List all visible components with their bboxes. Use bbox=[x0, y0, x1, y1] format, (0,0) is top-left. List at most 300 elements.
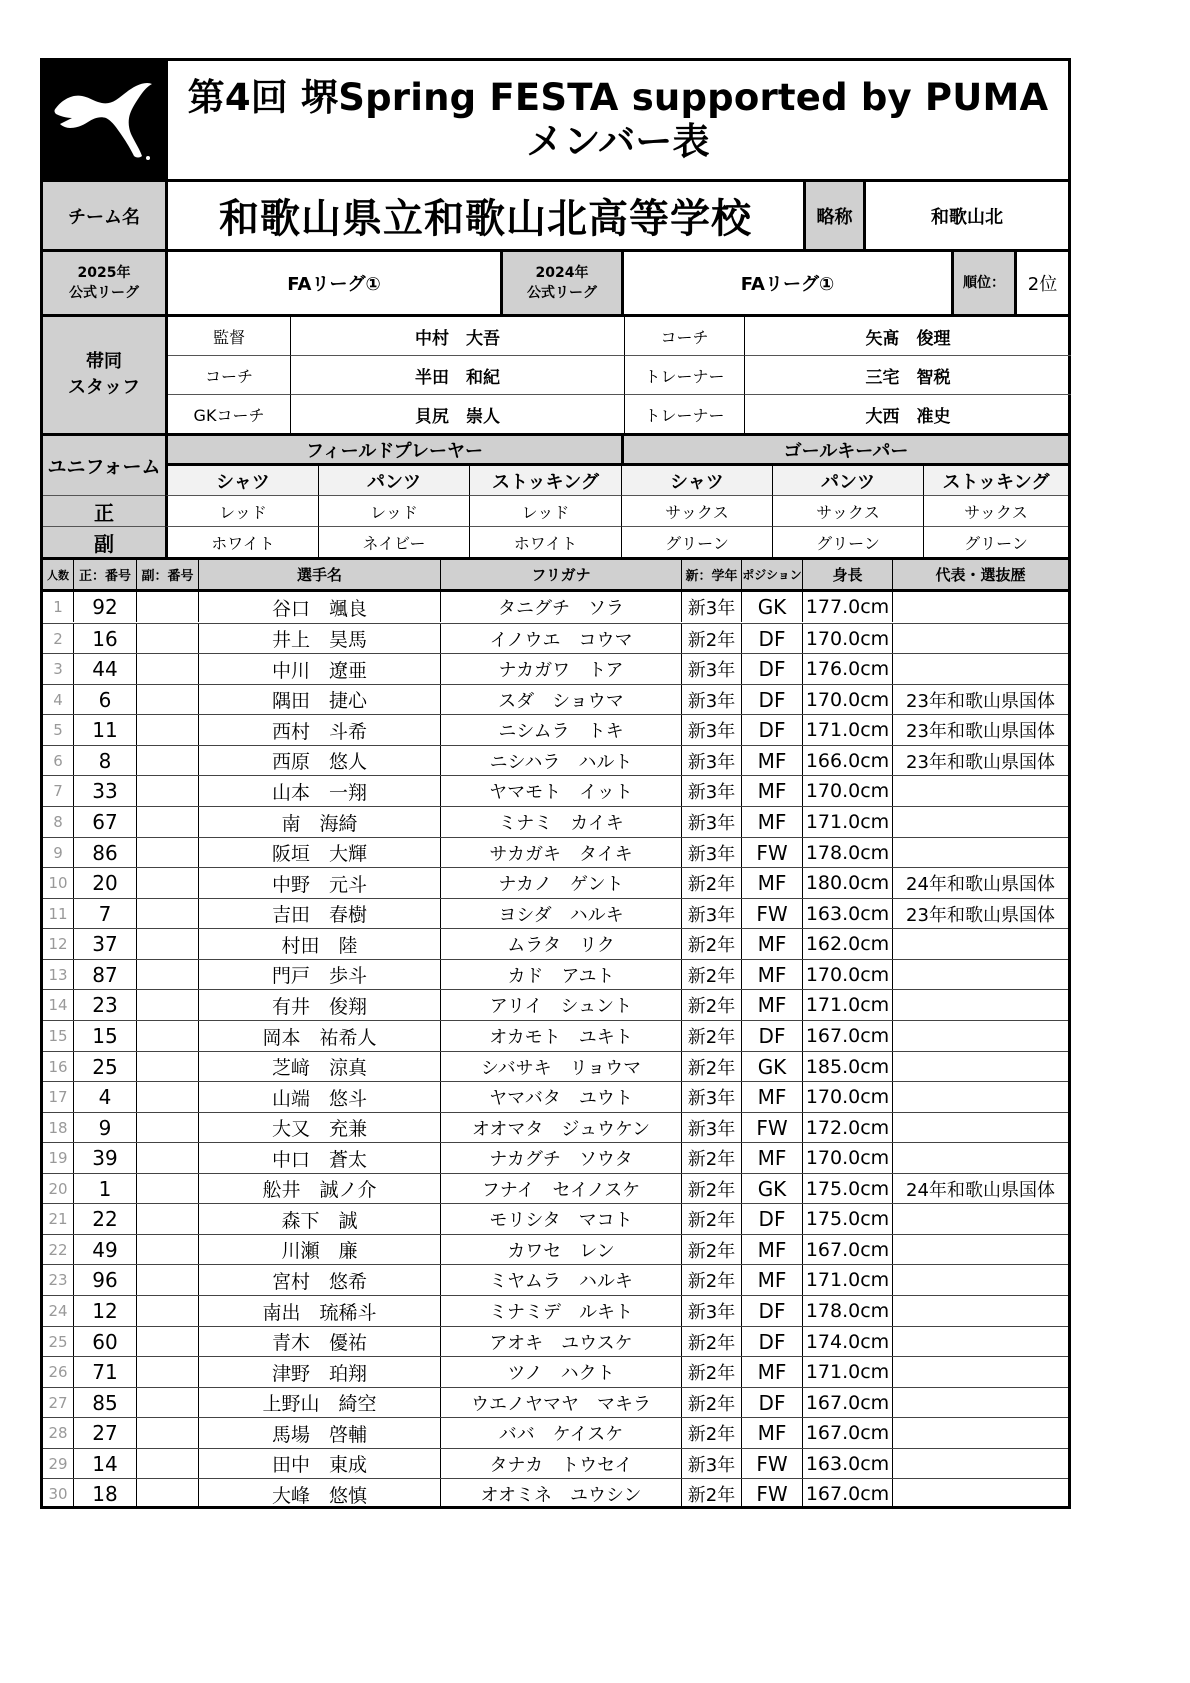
abbr-label: 略称 bbox=[803, 179, 863, 249]
player-kana: オカモト ユキト bbox=[440, 1021, 681, 1051]
player-grade: 新2年 bbox=[681, 929, 741, 959]
league-2025-label bbox=[43, 249, 165, 314]
uniform-col-header: パンツ bbox=[772, 463, 923, 495]
player-grade: 新3年 bbox=[681, 899, 741, 928]
table-row bbox=[43, 1295, 1068, 1326]
uniform-primary-value: サックス bbox=[923, 495, 1068, 526]
player-kana: ミナミ カイキ bbox=[440, 807, 681, 837]
primary-number: 23 bbox=[73, 990, 136, 1020]
primary-number: 67 bbox=[73, 807, 136, 837]
player-position: FW bbox=[741, 1479, 802, 1509]
player-grade: 新2年 bbox=[681, 1265, 741, 1295]
row-index: 7 bbox=[53, 782, 63, 800]
player-representative bbox=[892, 1113, 1068, 1142]
player-kana: ヤマモト イット bbox=[440, 776, 681, 806]
player-height: 170.0cm bbox=[802, 776, 892, 806]
player-height: 167.0cm bbox=[802, 1235, 892, 1264]
primary-number: 71 bbox=[73, 1357, 136, 1387]
player-height: 170.0cm bbox=[802, 1082, 892, 1112]
primary-number: 11 bbox=[73, 715, 136, 745]
player-height: 185.0cm bbox=[802, 1052, 892, 1081]
player-position: GK bbox=[741, 592, 802, 622]
player-position: DF bbox=[741, 1388, 802, 1417]
table-row bbox=[43, 623, 1068, 653]
primary-number: 44 bbox=[73, 654, 136, 684]
primary-number: 87 bbox=[73, 960, 136, 989]
table-row bbox=[43, 775, 1068, 806]
player-representative bbox=[892, 1479, 1068, 1509]
rank-label: 順位： bbox=[951, 249, 1014, 314]
primary-number: 27 bbox=[73, 1418, 136, 1448]
player-name: 森下 誠 bbox=[198, 1204, 440, 1234]
secondary-number bbox=[136, 807, 198, 837]
secondary-number bbox=[136, 1082, 198, 1112]
staff-name: 貝尻 崇人 bbox=[290, 394, 624, 433]
table-row bbox=[43, 592, 1068, 623]
secondary-number bbox=[136, 654, 198, 684]
player-position: FW bbox=[741, 838, 802, 867]
table-row bbox=[43, 1112, 1068, 1142]
player-representative bbox=[892, 1082, 1068, 1112]
player-height: 175.0cm bbox=[802, 1204, 892, 1234]
row-index: 18 bbox=[48, 1118, 68, 1137]
row-index: 10 bbox=[48, 874, 68, 892]
staff-name: 大西 准史 bbox=[744, 394, 1071, 433]
player-name: 津野 珀翔 bbox=[198, 1357, 440, 1387]
col-header-name: 選手名 bbox=[198, 560, 440, 589]
player-representative bbox=[892, 776, 1068, 806]
row-index: 2 bbox=[53, 629, 63, 648]
team-name-label: チーム名 bbox=[43, 179, 165, 249]
player-height: 171.0cm bbox=[802, 807, 892, 837]
member-sheet bbox=[40, 58, 1071, 1509]
player-kana: ニシハラ ハルト bbox=[440, 746, 681, 775]
table-row bbox=[43, 714, 1068, 745]
secondary-number bbox=[136, 1113, 198, 1142]
row-index: 5 bbox=[53, 721, 63, 739]
player-height: 163.0cm bbox=[802, 899, 892, 928]
uniform-secondary-value: グリーン bbox=[772, 526, 923, 557]
player-representative bbox=[892, 1021, 1068, 1051]
player-position: MF bbox=[741, 776, 802, 806]
uniform-secondary-label: 副 bbox=[43, 526, 165, 557]
primary-number: 12 bbox=[73, 1296, 136, 1326]
player-representative bbox=[892, 1327, 1068, 1356]
secondary-number bbox=[136, 1143, 198, 1173]
staff-grid bbox=[165, 314, 1068, 433]
player-grade: 新3年 bbox=[681, 685, 741, 714]
player-height: 176.0cm bbox=[802, 654, 892, 684]
secondary-number bbox=[136, 1265, 198, 1295]
player-kana: アリイ シュント bbox=[440, 990, 681, 1020]
player-position: MF bbox=[741, 929, 802, 959]
primary-number: 6 bbox=[73, 685, 136, 714]
col-header-representative: 代表・選抜歴 bbox=[892, 560, 1068, 589]
secondary-number bbox=[136, 838, 198, 867]
player-name: 南出 琉稀斗 bbox=[198, 1296, 440, 1326]
player-position: FW bbox=[741, 1113, 802, 1142]
player-name: 西村 斗希 bbox=[198, 715, 440, 745]
player-height: 170.0cm bbox=[802, 1143, 892, 1173]
player-position: MF bbox=[741, 1235, 802, 1264]
row-index: 4 bbox=[53, 690, 63, 709]
uniform-primary-value: レッド bbox=[318, 495, 469, 526]
row-index: 1 bbox=[53, 598, 63, 616]
secondary-number bbox=[136, 1357, 198, 1387]
table-row bbox=[43, 1142, 1068, 1173]
staff-role: トレーナー bbox=[624, 394, 744, 433]
event-title: 第4回 堺Spring FESTA supported by PUMA bbox=[187, 76, 1049, 119]
rank-value: 2位 bbox=[1014, 249, 1068, 314]
league-2025-year: 2025年 bbox=[77, 265, 131, 281]
player-position: FW bbox=[741, 899, 802, 928]
player-position: MF bbox=[741, 868, 802, 898]
staff-name: 三宅 智税 bbox=[744, 355, 1071, 394]
table-row bbox=[43, 1234, 1068, 1264]
staff-role: 監督 bbox=[212, 327, 245, 347]
uniform-primary-value: レッド bbox=[469, 495, 621, 526]
uniform-primary-value: サックス bbox=[621, 495, 772, 526]
secondary-number bbox=[136, 592, 198, 622]
player-position: DF bbox=[741, 1296, 802, 1326]
player-kana: フナイ セイノスケ bbox=[440, 1174, 681, 1203]
staff-label-2: スタッフ bbox=[68, 377, 140, 398]
players-table-header bbox=[43, 557, 1068, 589]
player-grade: 新2年 bbox=[681, 1021, 741, 1051]
player-name: 阪垣 大輝 bbox=[198, 838, 440, 867]
secondary-number bbox=[136, 1479, 198, 1509]
uniform-col-header: パンツ bbox=[318, 463, 469, 495]
player-representative: 24年和歌山県国体 bbox=[892, 868, 1068, 898]
row-index: 26 bbox=[48, 1363, 68, 1381]
primary-number: 15 bbox=[73, 1021, 136, 1051]
team-name: 和歌山県立和歌山北高等学校 bbox=[165, 179, 803, 249]
table-row bbox=[43, 837, 1068, 867]
player-position: DF bbox=[741, 715, 802, 745]
player-height: 171.0cm bbox=[802, 1265, 892, 1295]
table-row bbox=[43, 867, 1068, 898]
uniform-label: ユニフォーム bbox=[43, 433, 165, 495]
primary-number: 96 bbox=[73, 1265, 136, 1295]
row-index: 14 bbox=[48, 996, 68, 1014]
player-kana: ムラタ リク bbox=[440, 929, 681, 959]
row-index: 25 bbox=[48, 1332, 68, 1351]
player-position: GK bbox=[741, 1052, 802, 1081]
row-index: 28 bbox=[48, 1424, 68, 1442]
table-row bbox=[43, 745, 1068, 775]
field-player-label: フィールドプレーヤー bbox=[165, 433, 621, 463]
primary-number: 86 bbox=[73, 838, 136, 867]
player-representative bbox=[892, 838, 1068, 867]
staff-role: コーチ bbox=[624, 317, 744, 355]
staff-role: コーチ bbox=[168, 355, 290, 394]
uniform-secondary-value: ネイビー bbox=[318, 526, 469, 557]
player-position: MF bbox=[741, 1418, 802, 1448]
table-row bbox=[43, 1173, 1068, 1203]
table-row bbox=[43, 959, 1068, 989]
uniform-col-header: ストッキング bbox=[469, 463, 621, 495]
player-height: 171.0cm bbox=[802, 990, 892, 1020]
player-representative: 23年和歌山県国体 bbox=[892, 715, 1068, 745]
player-grade: 新2年 bbox=[681, 1052, 741, 1081]
staff-name: 中村 大吾 bbox=[290, 317, 624, 355]
player-name: 有井 俊翔 bbox=[198, 990, 440, 1020]
row-index: 9 bbox=[53, 843, 63, 862]
player-height: 170.0cm bbox=[802, 624, 892, 653]
col-header-height: 身長 bbox=[802, 560, 892, 589]
player-representative: 23年和歌山県国体 bbox=[892, 899, 1068, 928]
table-row bbox=[43, 898, 1068, 928]
player-position: MF bbox=[741, 1357, 802, 1387]
table-row bbox=[43, 989, 1068, 1020]
player-name: 宮村 悠希 bbox=[198, 1265, 440, 1295]
primary-number: 37 bbox=[73, 929, 136, 959]
secondary-number bbox=[136, 776, 198, 806]
player-kana: ミナミデ ルキト bbox=[440, 1296, 681, 1326]
player-name: 門戸 歩斗 bbox=[198, 960, 440, 989]
player-name: 大峰 悠慎 bbox=[198, 1479, 440, 1509]
player-name: 南 海綺 bbox=[198, 807, 440, 837]
player-position: DF bbox=[741, 624, 802, 653]
player-representative bbox=[892, 1235, 1068, 1264]
player-representative bbox=[892, 960, 1068, 989]
col-header-grade: 新：学年 bbox=[681, 560, 741, 589]
primary-number: 33 bbox=[73, 776, 136, 806]
row-index: 11 bbox=[48, 904, 68, 923]
player-name: 上野山 綺空 bbox=[198, 1388, 440, 1417]
col-header-position: ポジション bbox=[741, 560, 802, 589]
player-name: 芝﨑 涼真 bbox=[198, 1052, 440, 1081]
player-representative: 23年和歌山県国体 bbox=[892, 685, 1068, 714]
row-index: 19 bbox=[48, 1149, 68, 1167]
player-representative bbox=[892, 807, 1068, 837]
team-abbr: 和歌山北 bbox=[863, 179, 1068, 249]
player-height: 171.0cm bbox=[802, 1357, 892, 1387]
player-grade: 新2年 bbox=[681, 1418, 741, 1448]
player-position: MF bbox=[741, 746, 802, 775]
secondary-number bbox=[136, 899, 198, 928]
table-row bbox=[43, 1448, 1068, 1478]
primary-number: 1 bbox=[73, 1174, 136, 1203]
player-grade: 新3年 bbox=[681, 1449, 741, 1478]
player-position: MF bbox=[741, 990, 802, 1020]
secondary-number bbox=[136, 868, 198, 898]
secondary-number bbox=[136, 1388, 198, 1417]
col-header-kana: フリガナ bbox=[440, 560, 681, 589]
staff-label bbox=[43, 314, 165, 433]
player-representative bbox=[892, 1418, 1068, 1448]
player-representative bbox=[892, 1204, 1068, 1234]
player-name: 西原 悠人 bbox=[198, 746, 440, 775]
secondary-number bbox=[136, 1052, 198, 1081]
league-2024-year: 2024年 bbox=[535, 265, 589, 281]
player-representative bbox=[892, 929, 1068, 959]
table-row bbox=[43, 1417, 1068, 1448]
uniform-col-header: ストッキング bbox=[923, 463, 1068, 495]
col-header-primary-no: 正：番号 bbox=[73, 560, 136, 589]
player-name: 山本 一翔 bbox=[198, 776, 440, 806]
player-grade: 新3年 bbox=[681, 1082, 741, 1112]
secondary-number bbox=[136, 715, 198, 745]
uniform-primary-value: レッド bbox=[165, 495, 318, 526]
player-grade: 新2年 bbox=[681, 1143, 741, 1173]
player-name: 谷口 颯良 bbox=[198, 592, 440, 622]
player-position: DF bbox=[741, 1021, 802, 1051]
player-grade: 新2年 bbox=[681, 960, 741, 989]
staff-role: GKコーチ bbox=[168, 394, 290, 433]
player-representative bbox=[892, 1449, 1068, 1478]
primary-number: 25 bbox=[73, 1052, 136, 1081]
player-representative bbox=[892, 624, 1068, 653]
player-height: 180.0cm bbox=[802, 868, 892, 898]
player-height: 167.0cm bbox=[802, 1388, 892, 1417]
player-kana: ナカノ ゲント bbox=[440, 868, 681, 898]
secondary-number bbox=[136, 746, 198, 775]
player-height: 178.0cm bbox=[802, 1296, 892, 1326]
uniform-primary-label: 正 bbox=[43, 495, 165, 526]
uniform-secondary-value: グリーン bbox=[621, 526, 772, 557]
secondary-number bbox=[136, 1327, 198, 1356]
primary-number: 60 bbox=[73, 1327, 136, 1356]
player-name: 中口 蒼太 bbox=[198, 1143, 440, 1173]
player-kana: カド アユト bbox=[440, 960, 681, 989]
player-grade: 新2年 bbox=[681, 1388, 741, 1417]
player-height: 171.0cm bbox=[802, 715, 892, 745]
player-position: MF bbox=[741, 1265, 802, 1295]
player-grade: 新2年 bbox=[681, 1235, 741, 1264]
row-index: 15 bbox=[48, 1027, 68, 1045]
player-kana: カワセ レン bbox=[440, 1235, 681, 1264]
player-kana: オオミネ ユウシン bbox=[440, 1479, 681, 1509]
player-grade: 新2年 bbox=[681, 1357, 741, 1387]
player-grade: 新2年 bbox=[681, 1204, 741, 1234]
league-2024-sub: 公式リーグ bbox=[527, 285, 597, 301]
player-grade: 新2年 bbox=[681, 624, 741, 653]
player-grade: 新3年 bbox=[681, 746, 741, 775]
title-block bbox=[165, 61, 1068, 179]
player-kana: イノウエ コウマ bbox=[440, 624, 681, 653]
player-name: 岡本 祐希人 bbox=[198, 1021, 440, 1051]
player-grade: 新3年 bbox=[681, 838, 741, 867]
row-index: 16 bbox=[48, 1057, 68, 1076]
player-kana: タニグチ ソラ bbox=[440, 592, 681, 622]
row-index: 23 bbox=[48, 1271, 68, 1289]
staff-role: トレーナー bbox=[624, 355, 744, 394]
primary-number: 14 bbox=[73, 1449, 136, 1478]
table-row bbox=[43, 1264, 1068, 1295]
player-grade: 新2年 bbox=[681, 1479, 741, 1509]
secondary-number bbox=[136, 1204, 198, 1234]
player-height: 174.0cm bbox=[802, 1327, 892, 1356]
row-index: 20 bbox=[48, 1179, 68, 1198]
col-header-secondary-no: 副：番号 bbox=[136, 560, 198, 589]
player-representative bbox=[892, 592, 1068, 622]
row-index: 17 bbox=[48, 1088, 68, 1106]
player-name: 山端 悠斗 bbox=[198, 1082, 440, 1112]
primary-number: 20 bbox=[73, 868, 136, 898]
player-grade: 新3年 bbox=[681, 715, 741, 745]
player-height: 167.0cm bbox=[802, 1479, 892, 1509]
primary-number: 16 bbox=[73, 624, 136, 653]
player-kana: ナカガワ トア bbox=[440, 654, 681, 684]
player-representative bbox=[892, 1143, 1068, 1173]
player-height: 177.0cm bbox=[802, 592, 892, 622]
row-index: 27 bbox=[48, 1393, 68, 1412]
player-name: 吉田 春樹 bbox=[198, 899, 440, 928]
uniform-col-header: シャツ bbox=[621, 463, 772, 495]
player-position: MF bbox=[741, 807, 802, 837]
player-position: MF bbox=[741, 1143, 802, 1173]
player-height: 166.0cm bbox=[802, 746, 892, 775]
secondary-number bbox=[136, 990, 198, 1020]
player-grade: 新2年 bbox=[681, 1174, 741, 1203]
player-kana: ミヤムラ ハルキ bbox=[440, 1265, 681, 1295]
player-name: 川瀬 廉 bbox=[198, 1235, 440, 1264]
player-height: 175.0cm bbox=[802, 1174, 892, 1203]
primary-number: 49 bbox=[73, 1235, 136, 1264]
player-position: FW bbox=[741, 1449, 802, 1478]
player-height: 170.0cm bbox=[802, 960, 892, 989]
player-kana: タナカ トウセイ bbox=[440, 1449, 681, 1478]
primary-number: 7 bbox=[73, 899, 136, 928]
player-height: 172.0cm bbox=[802, 1113, 892, 1142]
table-row bbox=[43, 806, 1068, 837]
player-kana: ババ ケイスケ bbox=[440, 1418, 681, 1448]
secondary-number bbox=[136, 960, 198, 989]
staff-name: 矢髙 俊理 bbox=[744, 317, 1071, 355]
primary-number: 22 bbox=[73, 1204, 136, 1234]
player-height: 163.0cm bbox=[802, 1449, 892, 1478]
player-name: 馬場 啓輔 bbox=[198, 1418, 440, 1448]
table-row bbox=[43, 653, 1068, 684]
player-height: 170.0cm bbox=[802, 685, 892, 714]
col-header-count: 人数 bbox=[47, 568, 69, 582]
player-grade: 新3年 bbox=[681, 807, 741, 837]
uniform-secondary-value: グリーン bbox=[923, 526, 1068, 557]
player-kana: シバサキ リョウマ bbox=[440, 1052, 681, 1081]
league-2024-value: FAリーグ① bbox=[621, 249, 951, 314]
row-index: 13 bbox=[48, 965, 68, 984]
player-kana: ヨシダ ハルキ bbox=[440, 899, 681, 928]
row-index: 12 bbox=[48, 935, 68, 953]
table-row bbox=[43, 1020, 1068, 1051]
player-position: MF bbox=[741, 1082, 802, 1112]
table-row bbox=[43, 684, 1068, 714]
table-row bbox=[43, 1051, 1068, 1081]
uniform-primary-value: サックス bbox=[772, 495, 923, 526]
player-name: 隅田 捷心 bbox=[198, 685, 440, 714]
primary-number: 39 bbox=[73, 1143, 136, 1173]
player-representative bbox=[892, 1296, 1068, 1326]
row-index: 6 bbox=[53, 751, 63, 770]
player-grade: 新3年 bbox=[681, 592, 741, 622]
secondary-number bbox=[136, 929, 198, 959]
player-height: 167.0cm bbox=[802, 1418, 892, 1448]
player-kana: ウエノヤマヤ マキラ bbox=[440, 1388, 681, 1417]
player-name: 田中 東成 bbox=[198, 1449, 440, 1478]
secondary-number bbox=[136, 1174, 198, 1203]
player-representative bbox=[892, 654, 1068, 684]
player-representative bbox=[892, 1052, 1068, 1081]
player-name: 村田 陸 bbox=[198, 929, 440, 959]
player-grade: 新2年 bbox=[681, 1327, 741, 1356]
player-name: 中野 元斗 bbox=[198, 868, 440, 898]
uniform-secondary-value: ホワイト bbox=[469, 526, 621, 557]
player-representative bbox=[892, 1357, 1068, 1387]
secondary-number bbox=[136, 1296, 198, 1326]
player-representative bbox=[892, 1388, 1068, 1417]
row-index: 8 bbox=[53, 813, 63, 831]
